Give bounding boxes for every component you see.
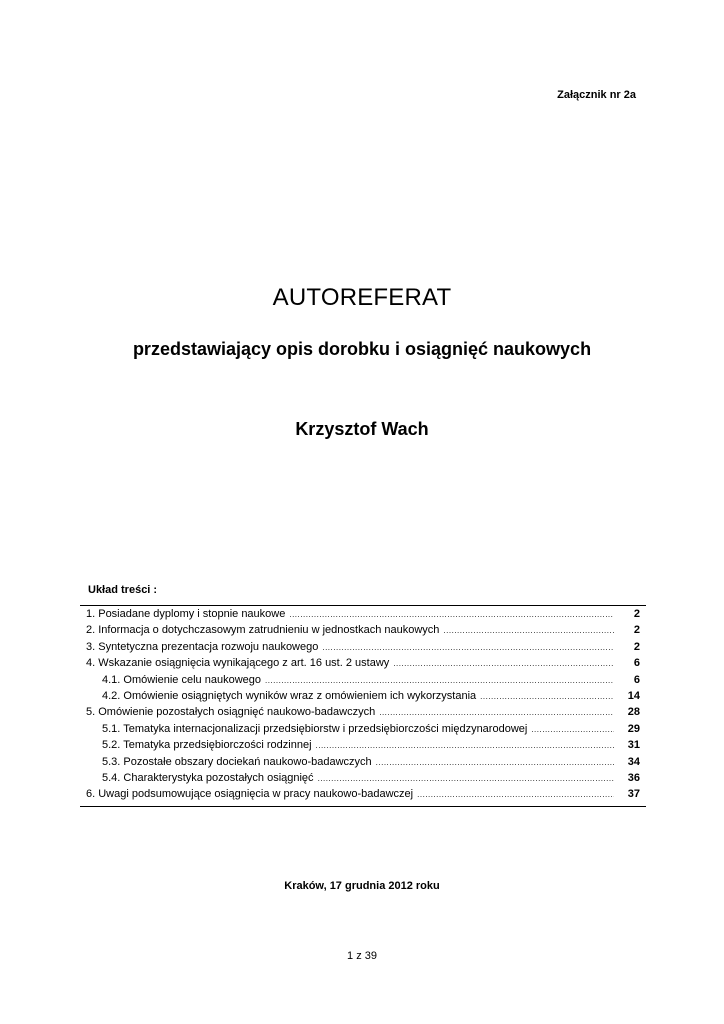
toc-leader-dots <box>322 643 614 652</box>
toc-entry-label: 4. Wskazanie osiągnięcia wynikającego z art. 16 ust. 2 ustawy <box>86 657 390 670</box>
toc-entry-4 <box>80 657 646 673</box>
toc-entry-4-2 <box>80 690 646 706</box>
annex-label: Załącznik nr 2a <box>557 89 636 101</box>
toc-entry-5-2 <box>80 739 646 755</box>
toc-leader-dots <box>379 708 614 717</box>
toc-entry-3 <box>80 641 646 657</box>
toc-entry-label: 5.1. Tematyka internacjonalizacji przedsiębiorstw i przedsiębiorczości międzynarodowej <box>102 722 528 735</box>
toc-entry-label: 4.1. Omówienie celu naukowego <box>102 673 261 686</box>
table-of-contents <box>80 605 646 807</box>
toc-entry-page: 6 <box>633 673 640 686</box>
toc-entry-label: 6. Uwagi podsumowujące osiągnięcia w pracy naukowo-badawczej <box>86 788 414 801</box>
toc-entry-label: 2. Informacja o dotychczasowym zatrudnieniu w jednostkach naukowych <box>86 624 440 637</box>
toc-entry-6 <box>80 788 646 804</box>
toc-leader-dots <box>443 626 614 635</box>
toc-leader-dots <box>265 676 614 685</box>
toc-leader-dots <box>289 610 614 619</box>
toc-entry-label: 1. Posiadane dyplomy i stopnie naukowe <box>86 608 286 620</box>
toc-entry-label: 4.2. Omówienie osiągniętych wyników wraz z omówieniem ich wykorzystania <box>102 689 477 702</box>
toc-entry-page: 31 <box>627 739 640 752</box>
toc-leader-dots <box>480 692 614 701</box>
toc-entry-page: 6 <box>633 657 640 670</box>
toc-entry-5-1 <box>80 723 646 739</box>
toc-entry-page: 2 <box>633 624 640 637</box>
toc-entry-page: 37 <box>627 788 640 801</box>
toc-entry-5 <box>80 706 646 722</box>
toc-entry-1 <box>80 608 646 624</box>
place-and-date: Kraków, 17 grudnia 2012 roku <box>284 880 440 892</box>
toc-leader-dots <box>531 725 614 734</box>
toc-leader-dots <box>376 758 614 767</box>
toc-entry-5-3 <box>80 756 646 772</box>
document-title: AUTOREFERAT <box>272 284 452 311</box>
toc-leader-dots <box>316 741 614 750</box>
toc-entry-label: 5. Omówienie pozostałych osiągnięć naukowo-badawczych <box>86 706 376 719</box>
toc-entry-page: 34 <box>627 755 640 768</box>
toc-entry-page: 2 <box>633 608 640 620</box>
toc-leader-dots <box>393 659 614 668</box>
toc-entry-page: 14 <box>627 689 640 702</box>
toc-entry-page: 29 <box>627 722 640 735</box>
toc-entry-page: 28 <box>627 706 640 719</box>
toc-entry-2 <box>80 624 646 640</box>
toc-entry-label: 5.3. Pozostałe obszary dociekań naukowo-badawczych <box>102 755 372 768</box>
toc-leader-dots <box>318 774 614 783</box>
toc-entry-4-1 <box>80 674 646 690</box>
toc-entry-label: 3. Syntetyczna prezentacja rozwoju naukowego <box>86 640 319 653</box>
toc-entry-page: 36 <box>627 771 640 784</box>
toc-entry-label: 5.2. Tematyka przedsiębiorczości rodzinnej <box>102 739 312 752</box>
toc-leader-dots <box>417 790 614 799</box>
document-subtitle: przedstawiający opis dorobku i osiągnięć naukowych <box>132 339 592 359</box>
toc-entry-page: 2 <box>633 640 640 653</box>
page-number: 1 z 39 <box>347 950 377 962</box>
toc-heading: Układ treści : <box>88 584 158 596</box>
toc-entry-5-4 <box>80 772 646 788</box>
author-name: Krzysztof Wach <box>295 419 429 439</box>
toc-entry-label: 5.4. Charakterystyka pozostałych osiągnięć <box>102 771 314 784</box>
